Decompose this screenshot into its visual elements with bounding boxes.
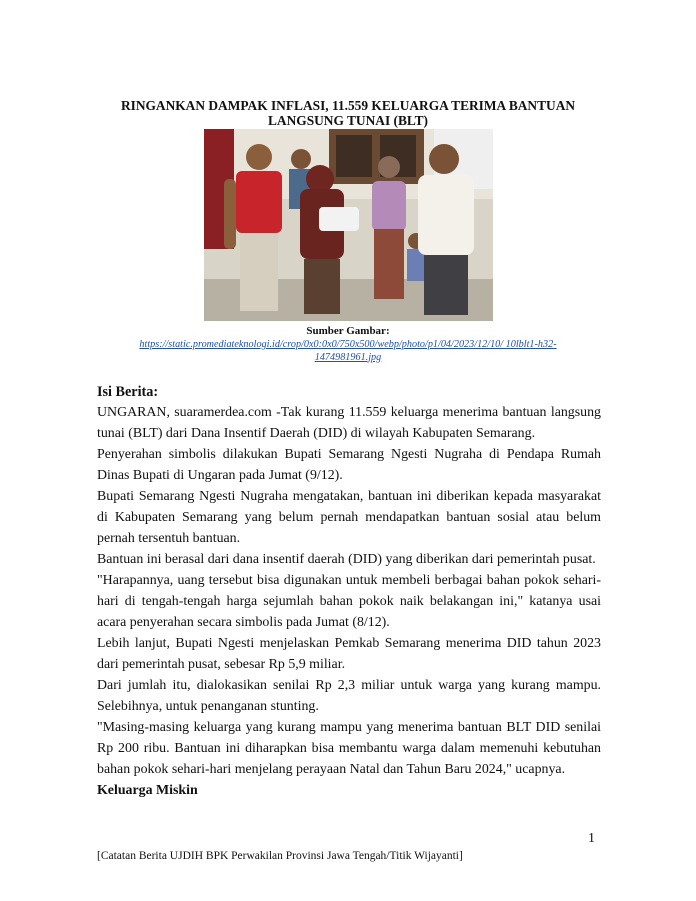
image-caption-label: Sumber Gambar: — [306, 325, 390, 337]
article-photo — [204, 129, 493, 321]
paragraph: "Harapannya, uang tersebut bisa digunakan untuk membeli berbagai bahan pokok sehari-hari di tengah-tengah harga sejumlah bahan pokok naik belakangan ini," katanya usai acara penyerahan secara simbolis pada Jumat (8/12). — [97, 573, 601, 630]
paragraph: Bupati Semarang Ngesti Nugraha mengatakan, bantuan ini diberikan kepada masyarakat di Kabupaten Semarang yang belum pernah mendapatkan bantuan sosial atau belum pernah tersentuh bantuan. — [97, 489, 601, 546]
news-photo-illustration — [204, 129, 493, 321]
page-number: 1 — [588, 831, 595, 846]
paragraph: Dari jumlah itu, dialokasikan senilai Rp 2,3 miliar untuk warga yang kurang mampu. Selebihnya, untuk penanganan stunting. — [97, 678, 601, 714]
paragraph: Lebih lanjut, Bupati Ngesti menjelaskan Pemkab Semarang menerima DID tahun 2023 dari pemerintah pusat, sebesar Rp 5,9 miliar. — [97, 636, 601, 672]
paragraph: UNGARAN, suaramerdea.com -Tak kurang 11.559 keluarga menerima bantuan langsung tunai (BLT) dari Dana Insentif Daerah (DID) di wilayah Kabupaten Semarang. — [97, 405, 601, 441]
article-title: RINGANKAN DAMPAK INFLASI, 11.559 KELUARGA TERIMA BANTUAN LANGSUNG TUNAI (BLT) — [120, 98, 576, 128]
image-source-link[interactable]: https://static.promediateknologi.id/crop/0x0:0x0/750x500/webp/photo/p1/04/2023/12/10/ 10lblt1-h32-1474981961.jpg — [139, 339, 557, 363]
page-footer: [Catatan Berita UJDIH BPK Perwakilan Provinsi Jawa Tengah/Titik Wijayanti] — [97, 850, 463, 862]
paragraph: Penyerahan simbolis dilakukan Bupati Semarang Ngesti Nugraha di Pendapa Rumah Dinas Bupati di Ungaran pada Jumat (9/12). — [97, 447, 601, 483]
paragraph: "Masing-masing keluarga yang kurang mampu yang menerima bantuan BLT DID senilai Rp 200 ribu. Bantuan ini diharapkan bisa membantu warga dalam memenuhi kebutuhan bahan pokok sehari-hari menjelang perayaan Natal dan Tahun Baru 2024," ucapnya. — [97, 720, 601, 777]
paragraph: Bantuan ini berasal dari dana insentif daerah (DID) yang diberikan dari pemerintah pusat. — [97, 552, 596, 567]
section-heading: Isi Berita: — [97, 384, 159, 400]
article-body — [97, 402, 601, 801]
subheading: Keluarga Miskin — [97, 783, 198, 798]
